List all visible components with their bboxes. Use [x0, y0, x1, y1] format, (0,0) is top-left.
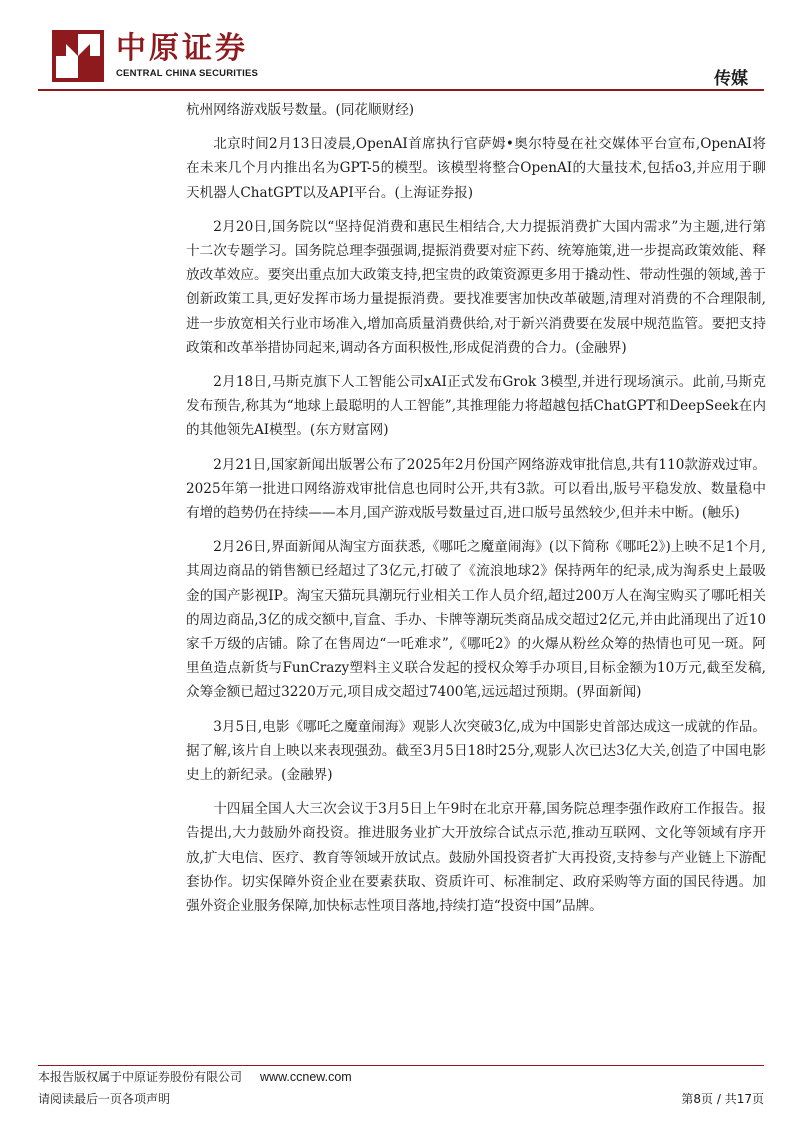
footer-divider	[38, 1065, 764, 1066]
paragraph: 北京时间2月13日凌晨,OpenAI首席执行官萨姆•奥尔特曼在社交媒体平台宣布,OpenAI将在未来几个月内推出名为GPT-5的模型。该模型将整合OpenAI的大量技术,包括o3,并应用于聊天机器人ChatGPT以及API平台。(上海证券报)	[186, 136, 766, 201]
paragraph: 杭州网络游戏版号数量。(同花顺财经)	[186, 102, 415, 118]
website-link[interactable]: www.ccnew.com	[260, 1070, 352, 1084]
paragraph: 3月5日,电影《哪吒之魔童闹海》观影人次突破3亿,成为中国影史首部达成这一成就的作品。据了解,该片自上映以来表现强劲。截至3月5日18时25分,观影人次已达3亿大关,创造了中国电影史上的新纪录。(金融界)	[186, 718, 766, 784]
disclaimer-text: 请阅读最后一页各项声明	[38, 1092, 171, 1106]
company-name-en: CENTRAL CHINA SECURITIES	[116, 68, 259, 79]
paragraph: 十四届全国人大三次会议于3月5日上午9时在北京开幕,国务院总理李强作政府工作报告。报告提出,大力鼓励外商投资。推进服务业扩大开放综合试点示范,推动互联网、文化等领域有序开放,扩大电信、医疗、教育等领域开放试点。鼓励外国投资者扩大再投资,支持参与产业链上下游配套协作。切实保障外资企业在要素获取、资质许可、标准制定、政府采购等方面的国民待遇。加强外资企业服务保障,加快标志性项目落地,持续打造“投资中国”品牌。	[186, 801, 766, 915]
company-logo-icon	[52, 30, 104, 82]
paragraph: 2月21日,国家新闻出版署公布了2025年2月份国产网络游戏审批信息,共有110款游戏过审。2025年第一批进口网络游戏审批信息也同时公开,共有3款。可以看出,版号平稳发放、数量稳中有增的趋势仍在持续——本月,国产游戏版号数量过百,进口版号虽然较少,但并未中断。(触乐)	[186, 456, 766, 522]
footer-line-1	[38, 1068, 352, 1085]
company-name-cn: 中原证券	[116, 31, 248, 66]
report-body	[186, 98, 766, 928]
section-title: 传媒	[714, 69, 748, 89]
paragraph: 2月18日,马斯克旗下人工智能公司xAI正式发布Grok 3模型,并进行现场演示。此前,马斯克发布预告,称其为“地球上最聪明的人工智能”,其推理能力将超越包括ChatGPT和DeepSeek在内的其他领先AI模型。(东方财富网)	[186, 374, 766, 439]
page-number: 第8页 / 共17页	[681, 1092, 764, 1106]
paragraph: 2月26日,界面新闻从淘宝方面获悉,《哪吒之魔童闹海》(以下简称《哪吒2》)上映不足1个月,其周边商品的销售额已经超过了3亿元,打破了《流浪地球2》保持两年的纪录,成为淘系史上最吸金的国产影视IP。淘宝天猫玩具潮玩行业相关工作人员介绍,超过200万人在淘宝购买了哪吒相关的周边商品,3亿的成交额中,盲盒、手办、卡牌等潮玩类商品成交超过2亿元,并由此涌现出了近10家千万级的店铺。除了在售周边“一吒难求”,《哪吒2》的火爆从粉丝众筹的热情也可见一斑。阿里鱼造点新货与FunCrazy塑料主义联合发起的授权众筹手办项目,目标金额为10万元,截至发稿,众筹金额已超过3220万元,项目成交超过7400笔,远远超过预期。(界面新闻)	[186, 539, 766, 701]
header-divider	[38, 89, 764, 91]
paragraph: 2月20日,国务院以“坚持促消费和惠民生相结合,大力提振消费扩大国内需求”为主题,进行第十二次专题学习。国务院总理李强强调,提振消费要对症下药、统筹施策,进一步提高政策效能、释放改革效应。要突出重点加大政策支持,把宝贵的政策资源更多用于撬动性、带动性强的领域,善于创新政策工具,更好发挥市场力量提振消费。要找准要害加快改革破题,清理对消费的不合理限制,进一步放宽相关行业市场准入,增加高质量消费供给,对于新兴消费要在发展中规范监管。要把支持政策和改革举措协同起来,调动各方面积极性,形成促消费的合力。(金融界)	[186, 218, 766, 356]
page-header	[0, 0, 802, 96]
copyright-text: 本报告版权属于中原证券股份有限公司	[38, 1070, 243, 1084]
